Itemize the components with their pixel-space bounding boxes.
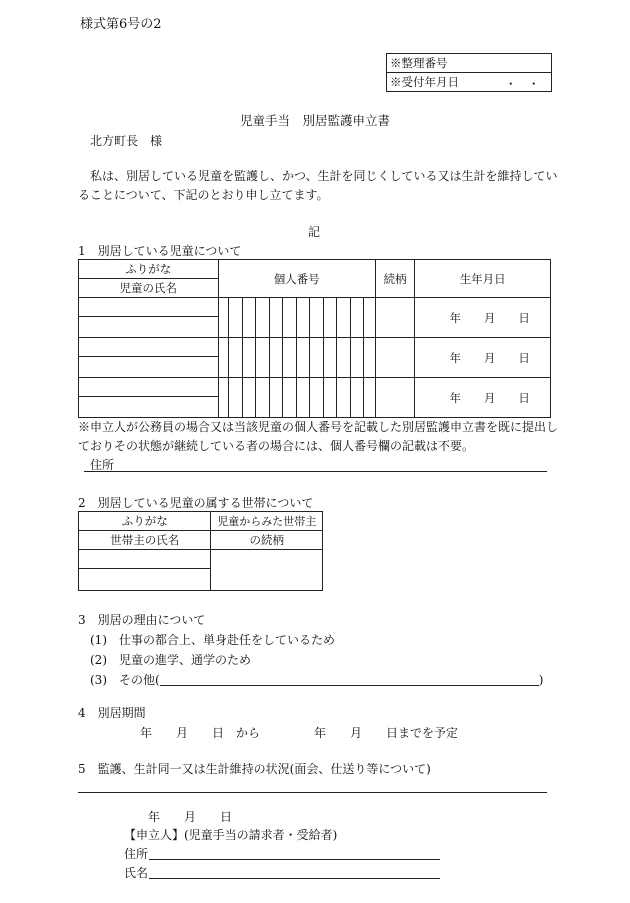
child2-name-input[interactable]: [79, 357, 219, 378]
child1-birthdate[interactable]: 年 月 日: [415, 298, 551, 338]
submission-date[interactable]: 年 月 日: [148, 810, 233, 824]
child1-relation-input[interactable]: [375, 298, 415, 338]
child3-mynumber-digit[interactable]: [310, 378, 324, 418]
child1-furigana-input[interactable]: [79, 298, 219, 317]
section2-heading: 2 別居している児童の属する世帯について: [78, 496, 314, 510]
child2-mynumber-digit[interactable]: [242, 338, 256, 378]
child2-mynumber-digit[interactable]: [364, 338, 375, 378]
child2-mynumber-digit[interactable]: [229, 338, 243, 378]
reception-date-cell[interactable]: [387, 73, 552, 92]
child1-mynumber-digit[interactable]: [283, 298, 297, 338]
child3-mynumber-digit[interactable]: [337, 378, 351, 418]
applicant-address-label: 住所: [124, 847, 149, 861]
child1-mynumber-digit[interactable]: [350, 298, 364, 338]
child3-mynumber-digit[interactable]: [256, 378, 270, 418]
child3-birthdate[interactable]: 年 月 日: [415, 378, 551, 418]
child2-mynumber-digit[interactable]: [350, 338, 364, 378]
section3-heading: 3 別居の理由について: [78, 613, 206, 627]
section5-input-line[interactable]: [78, 792, 547, 793]
addressee: 北方町長 様: [90, 134, 163, 148]
reason-item-1[interactable]: (1) 仕事の都合上、単身赴任をしているため: [90, 633, 335, 647]
child3-mynumber-digit[interactable]: [218, 378, 228, 418]
reception-number-label: ※整理番号: [390, 56, 448, 70]
reason-other-close: ): [538, 673, 544, 687]
applicant-address-line[interactable]: [149, 859, 440, 860]
child2-mynumber-digit[interactable]: [296, 338, 310, 378]
child3-mynumber-digit[interactable]: [229, 378, 243, 418]
child3-relation-input[interactable]: [375, 378, 415, 418]
child1-mynumber-digit[interactable]: [242, 298, 256, 338]
reason-other-input[interactable]: [160, 672, 539, 686]
section5-heading: 5 監護、生計同一又は生計維持の状況(面会、仕送り等について): [78, 762, 431, 776]
child1-mynumber-digit[interactable]: [364, 298, 375, 338]
household-table: [78, 511, 323, 591]
applicant-name-label: 氏名: [124, 866, 149, 880]
child3-mynumber-digit[interactable]: [323, 378, 337, 418]
household-header-furigana: ふりがな: [79, 512, 211, 531]
child2-mynumber-digit[interactable]: [283, 338, 297, 378]
child2-mynumber-digit[interactable]: [337, 338, 351, 378]
applicant-name-line[interactable]: [149, 878, 440, 879]
child2-mynumber-digit[interactable]: [256, 338, 270, 378]
page-title: 児童手当 別居監護申立書: [239, 113, 390, 128]
intro-line-1: 私は、別居している児童を監護し、かつ、生計を同じくしている又は生計を維持してい: [90, 169, 558, 183]
reason-item-3[interactable]: [90, 672, 543, 686]
header-mynumber: 個人番号: [218, 260, 375, 298]
child2-mynumber-digit[interactable]: [218, 338, 228, 378]
child3-mynumber-digit[interactable]: [242, 378, 256, 418]
reception-box: [386, 53, 552, 92]
household-furigana-input[interactable]: [79, 550, 211, 569]
household-header-relation-1: 児童からみた世帯主: [211, 512, 323, 531]
reception-date-dots: ・ ・: [505, 77, 540, 91]
reception-number-cell[interactable]: [387, 54, 552, 73]
child2-birthdate[interactable]: 年 月 日: [415, 338, 551, 378]
header-birthdate: 生年月日: [415, 260, 551, 298]
child1-mynumber-digit[interactable]: [269, 298, 283, 338]
child3-mynumber-digit[interactable]: [283, 378, 297, 418]
child2-mynumber-digit[interactable]: [323, 338, 337, 378]
child3-furigana-input[interactable]: [79, 378, 219, 397]
household-header-relation-2: の続柄: [211, 531, 323, 550]
child1-name-input[interactable]: [79, 317, 219, 338]
child2-mynumber-digit[interactable]: [269, 338, 283, 378]
household-header-name: 世帯主の氏名: [79, 531, 211, 550]
section4-heading: 4 別居期間: [78, 706, 146, 720]
child1-mynumber-digit[interactable]: [337, 298, 351, 338]
applicant-label: 【申立人】(児童手当の請求者・受給者): [124, 828, 338, 842]
reception-date-label: ※受付年月日: [390, 75, 459, 89]
household-name-input[interactable]: [79, 569, 211, 591]
section1-address-line[interactable]: [84, 471, 547, 472]
section1-note-line-2: ておりその状態が継続している者の場合には、個人番号欄の記載は不要。: [78, 439, 475, 453]
reason-item-2[interactable]: (2) 児童の進学、通学のため: [90, 653, 251, 667]
ki-marker: 記: [308, 225, 321, 239]
header-relation: 続柄: [375, 260, 415, 298]
child3-mynumber-digit[interactable]: [364, 378, 375, 418]
child1-mynumber-digit[interactable]: [296, 298, 310, 338]
form-number: 様式第6号の2: [80, 17, 162, 32]
child3-name-input[interactable]: [79, 397, 219, 418]
child1-mynumber-digit[interactable]: [323, 298, 337, 338]
section1-note-line-1: ※申立人が公務員の場合又は当該児童の個人番号を記載した別居監護申立書を既に提出し: [78, 420, 559, 434]
child2-relation-input[interactable]: [375, 338, 415, 378]
section1-address-label: 住所: [90, 458, 115, 472]
child1-mynumber-digit[interactable]: [256, 298, 270, 338]
period-from[interactable]: 年 月 日 から: [140, 726, 261, 740]
household-relation-input[interactable]: [211, 550, 323, 591]
child2-furigana-input[interactable]: [79, 338, 219, 357]
child1-mynumber-digit[interactable]: [310, 298, 324, 338]
child1-mynumber-digit[interactable]: [229, 298, 243, 338]
child3-mynumber-digit[interactable]: [296, 378, 310, 418]
child3-mynumber-digit[interactable]: [350, 378, 364, 418]
header-furigana: ふりがな: [79, 260, 219, 279]
children-table: [78, 259, 551, 418]
child2-mynumber-digit[interactable]: [310, 338, 324, 378]
reason-other-label: (3) その他(: [90, 673, 160, 687]
header-child-name: 児童の氏名: [79, 279, 219, 298]
period-to[interactable]: 年 月 日までを予定: [314, 726, 459, 740]
child1-mynumber-digit[interactable]: [218, 298, 228, 338]
section1-heading: 1 別居している児童について: [78, 244, 242, 258]
intro-line-2: ることについて、下記のとおり申し立てます。: [78, 188, 329, 202]
child3-mynumber-digit[interactable]: [269, 378, 283, 418]
